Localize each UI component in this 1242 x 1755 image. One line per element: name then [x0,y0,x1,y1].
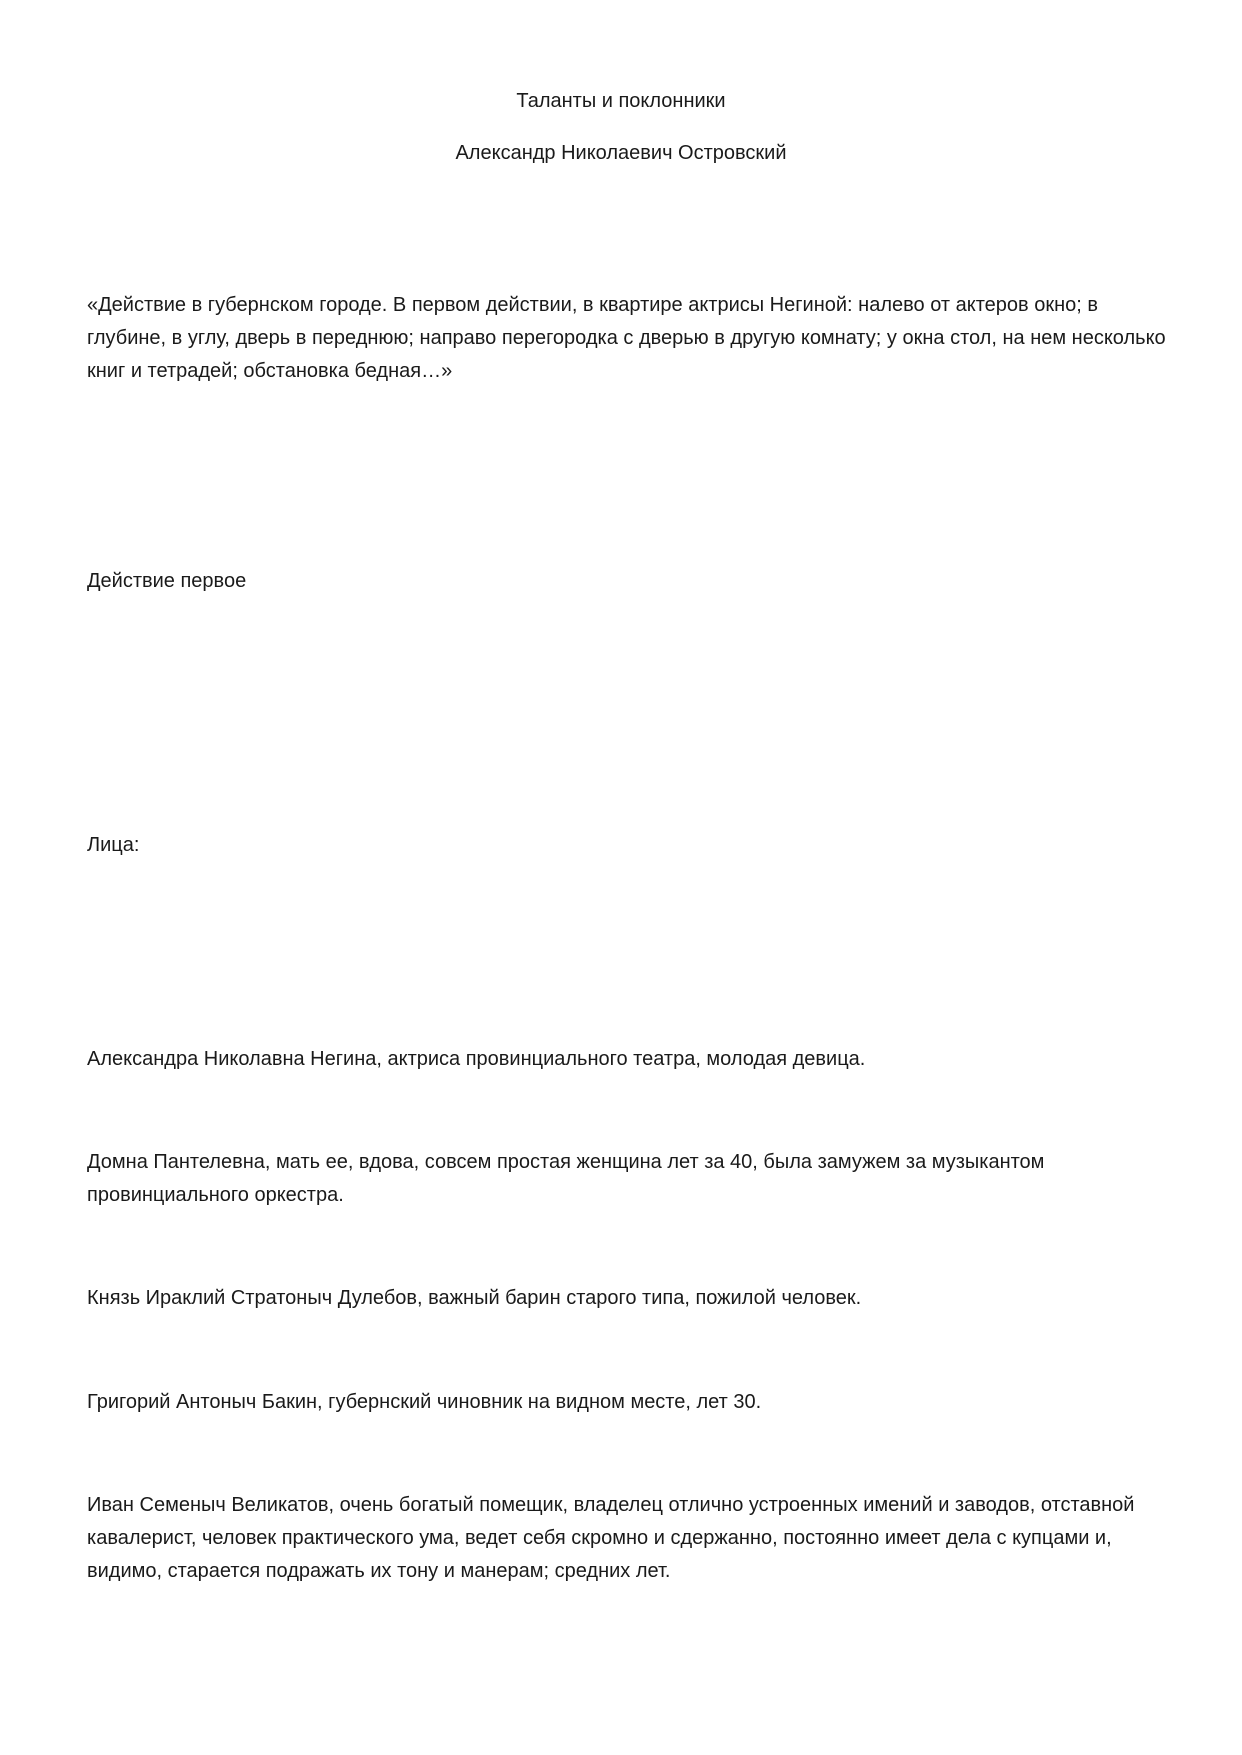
character-entry: Иван Семеныч Великатов, очень богатый помещик, владелец отлично устроенных имений и заводов, отставной кавалерист, человек практического ума, ведет себя скромно и сдержанно, постоянно имеет дела с купцами и, видимо, старается подражать их тону и манерам; средних лет. [87,1494,1135,1582]
characters-heading: Лица: [87,834,140,856]
document-author: Александр Николаевич Островский [455,142,787,164]
character-entry: Князь Ираклий Стратоныч Дулебов, важный барин старого типа, пожилой человек. [87,1287,862,1309]
document-title: Таланты и поклонники [516,90,726,112]
character-entry: Александра Николавна Негина, актриса провинциального театра, молодая девица. [87,1048,866,1070]
character-entry: Домна Пантелевна, мать ее, вдова, совсем простая женщина лет за 40, была замужем за музыкантом провинциального оркестра. [87,1151,1045,1206]
act-heading: Действие первое [87,570,247,592]
character-entry: Григорий Антоныч Бакин, губернский чиновник на видном месте, лет 30. [87,1391,762,1413]
intro-paragraph: «Действие в губернском городе. В первом действии, в квартире актрисы Негиной: налево от актеров окно; в глубине, в углу, дверь в переднюю; направо перегородка с дверью в другую комнату; у окна стол, на нем несколько книг и тетрадей; обстановка бедная…» [87,294,1166,382]
